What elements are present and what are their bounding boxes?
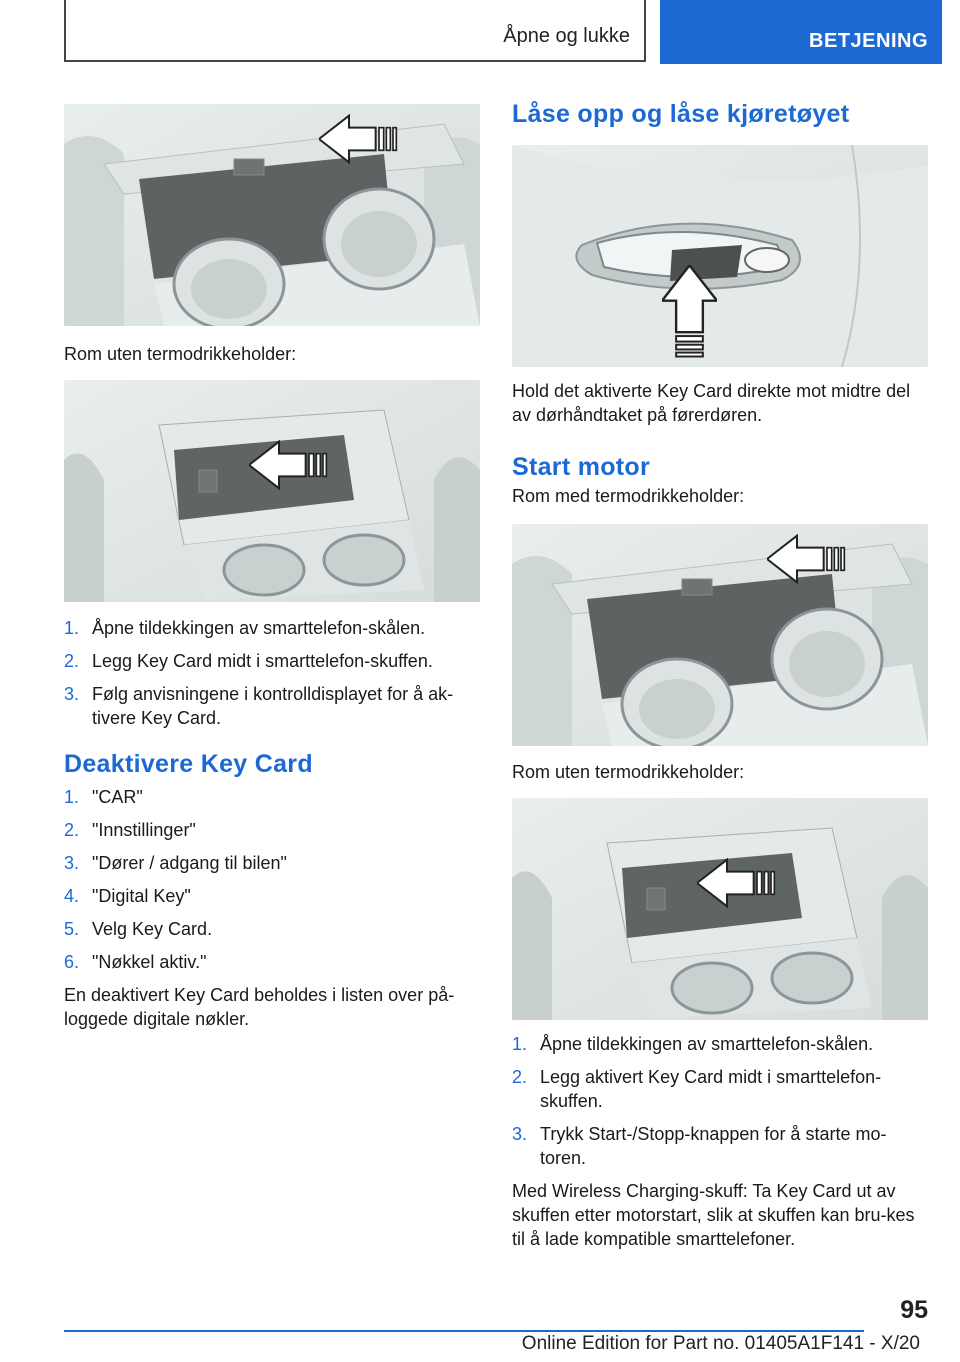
step-number: 4. <box>64 886 80 906</box>
step-number: 1. <box>512 1034 528 1054</box>
start-steps <box>512 1032 928 1170</box>
step-number: 3. <box>512 1124 528 1144</box>
unlock-heading: Låse opp og låse kjøretøyet <box>512 100 850 128</box>
list-item <box>64 950 480 974</box>
section-title: Åpne og lukke <box>64 0 646 62</box>
list-item <box>64 649 480 673</box>
step-text: Åpne tildekkingen av smarttelefon-skålen. <box>540 1034 874 1054</box>
step-number: 6. <box>64 952 80 972</box>
step-text: "CAR" <box>92 787 143 807</box>
right-column <box>512 100 928 1251</box>
step-number: 1. <box>64 787 80 807</box>
deactivate-note: En deaktivert Key Card beholdes i listen over på-loggede digitale nøkler. <box>64 985 455 1029</box>
page-number: 95 <box>900 1296 928 1324</box>
deactivate-steps <box>64 785 480 974</box>
step-number: 3. <box>64 853 80 873</box>
step-text: Åpne tildekkingen av smarttelefon-skålen. <box>92 618 426 638</box>
tray-with-holder-illustration <box>64 104 480 326</box>
step-text: "Innstillinger" <box>92 820 196 840</box>
step-number: 1. <box>64 618 80 638</box>
caption-with-holder: Rom med termodrikkeholder: <box>512 486 745 506</box>
list-item <box>512 1065 928 1113</box>
step-number: 3. <box>64 684 80 704</box>
list-item <box>64 682 480 730</box>
caption-no-holder-start: Rom uten termodrikkeholder: <box>512 762 745 782</box>
step-text: Velg Key Card. <box>92 919 213 939</box>
chapter-tab: BETJENING <box>660 0 942 64</box>
tray-with-holder-illustration-start <box>512 524 928 746</box>
caption-no-holder: Rom uten termodrikkeholder: <box>64 344 297 364</box>
activation-steps <box>64 616 480 730</box>
step-number: 2. <box>64 820 80 840</box>
list-item <box>64 818 480 842</box>
step-text: Legg Key Card midt i smarttelefon-skuffen. <box>92 651 433 671</box>
step-number: 2. <box>512 1067 528 1087</box>
step-number: 5. <box>64 919 80 939</box>
tray-no-holder-illustration-start <box>512 798 928 1020</box>
page-header <box>64 0 942 64</box>
step-number: 2. <box>64 651 80 671</box>
step-text: "Digital Key" <box>92 886 191 906</box>
list-item <box>64 884 480 908</box>
door-handle-illustration <box>512 145 928 367</box>
list-item <box>64 851 480 875</box>
list-item <box>64 917 480 941</box>
step-text: "Nøkkel aktiv." <box>92 952 207 972</box>
list-item <box>64 785 480 809</box>
left-column <box>64 104 480 1031</box>
tray-no-holder-illustration <box>64 380 480 602</box>
unlock-text: Hold det aktiverte Key Card direkte mot midtre del av dørhåndtaket på førerdøren. <box>512 381 911 425</box>
edition-text: Online Edition for Part no. 01405A1F141 - X/20 <box>521 1333 920 1354</box>
footer-divider <box>64 1330 864 1332</box>
list-item <box>512 1122 928 1170</box>
list-item <box>64 616 480 640</box>
list-item <box>512 1032 928 1056</box>
step-text: Følg anvisningene i kontrolldisplayet for å ak-tivere Key Card. <box>92 684 454 728</box>
step-text: Legg aktivert Key Card midt i smarttelefon-skuffen. <box>540 1067 882 1111</box>
start-heading: Start motor <box>512 453 651 481</box>
deactivate-heading: Deaktivere Key Card <box>64 750 313 778</box>
step-text: Trykk Start-/Stopp-knappen for å starte mo-toren. <box>540 1124 887 1168</box>
wireless-note: Med Wireless Charging-skuff: Ta Key Card ut av skuffen etter motorstart, slik at skuffen kan bru-kes til å lade kompatible smarttelefoner. <box>512 1181 915 1249</box>
step-text: "Dører / adgang til bilen" <box>92 853 287 873</box>
